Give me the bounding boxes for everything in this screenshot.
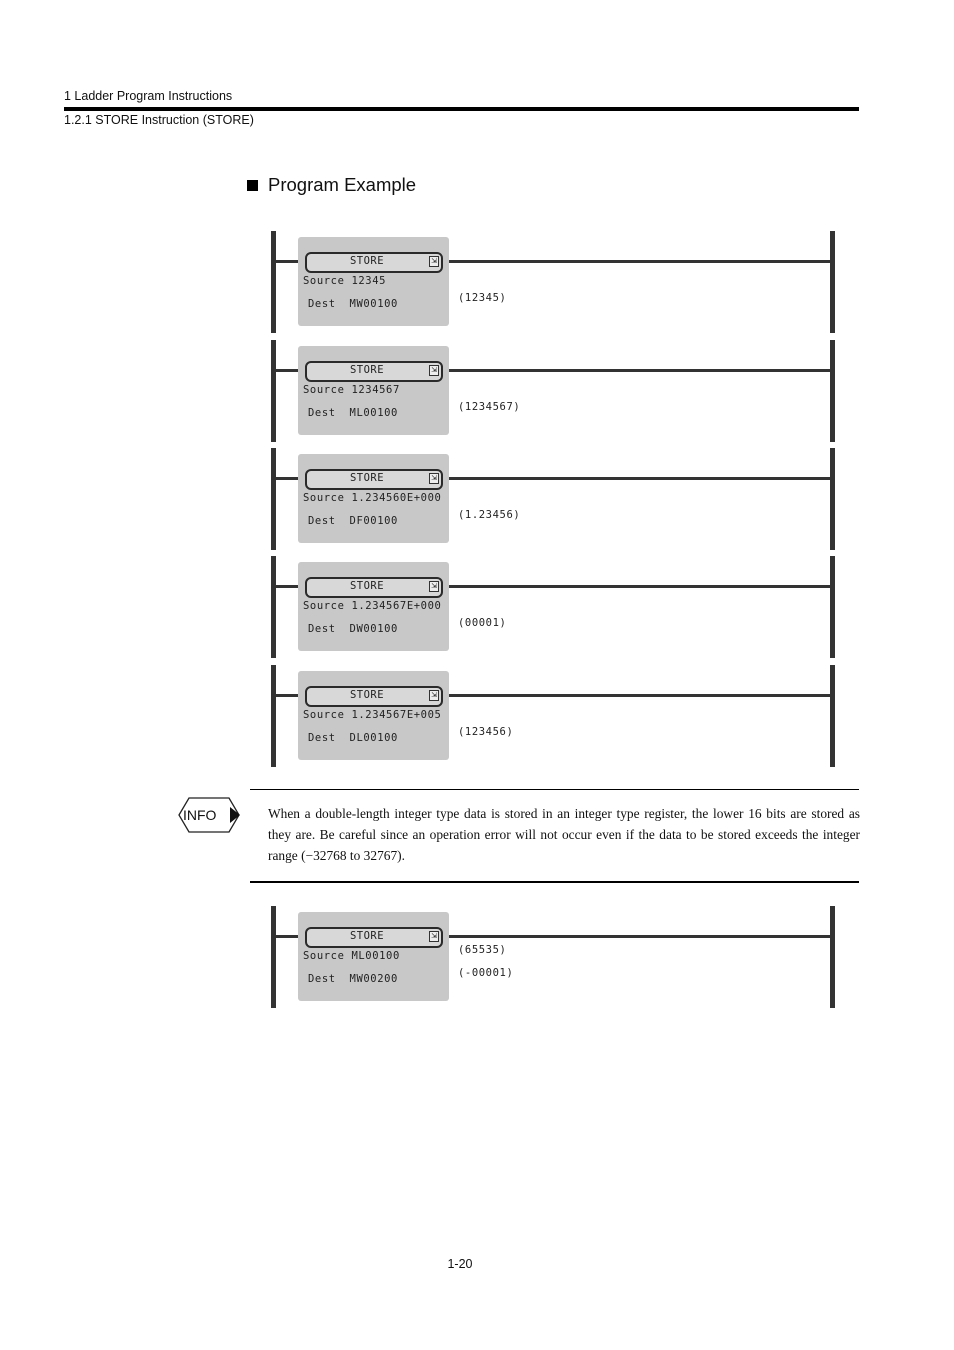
- right-power-rail: [830, 448, 835, 550]
- dest-label: Dest: [308, 732, 336, 744]
- source-operand: [303, 492, 441, 504]
- info-top-rule: [250, 789, 859, 790]
- store-label: STORE: [349, 364, 385, 376]
- store-instruction-bar[interactable]: [305, 686, 443, 707]
- square-bullet-icon: [247, 180, 258, 191]
- expand-icon[interactable]: ⇲: [429, 365, 439, 376]
- expand-icon[interactable]: ⇲: [429, 690, 439, 701]
- dest-operand: [308, 623, 398, 635]
- dest-value: DL00100: [349, 732, 398, 744]
- store-block[interactable]: [298, 912, 449, 1001]
- right-power-rail: [830, 906, 835, 1008]
- dest-label: Dest: [308, 973, 336, 985]
- dest-value: DF00100: [349, 515, 398, 527]
- result-value: (1234567): [458, 401, 521, 413]
- source-operand: [303, 950, 400, 962]
- store-instruction-bar[interactable]: [305, 252, 443, 273]
- dest-operand: [308, 298, 398, 310]
- store-instruction-bar[interactable]: [305, 469, 443, 490]
- store-label: STORE: [349, 930, 385, 942]
- dest-value: MW00100: [349, 298, 398, 310]
- dest-value: DW00100: [349, 623, 398, 635]
- store-instruction-bar[interactable]: [305, 927, 443, 948]
- section-header: 1.2.1 STORE Instruction (STORE): [64, 113, 254, 127]
- ladder-rung: [268, 556, 840, 658]
- store-instruction-bar[interactable]: [305, 361, 443, 382]
- left-power-rail: [271, 231, 276, 333]
- left-power-rail: [271, 340, 276, 442]
- result-value: (12345): [458, 292, 507, 304]
- dest-value: MW00200: [349, 973, 398, 985]
- source-operand: [303, 384, 400, 396]
- expand-icon[interactable]: ⇲: [429, 581, 439, 592]
- expand-icon[interactable]: ⇲: [429, 931, 439, 942]
- dest-label: Dest: [308, 515, 336, 527]
- source-monitor-value: (65535): [458, 944, 507, 956]
- source-operand: [303, 600, 441, 612]
- right-power-rail: [830, 231, 835, 333]
- expand-icon[interactable]: ⇲: [429, 473, 439, 484]
- store-block[interactable]: [298, 671, 449, 760]
- info-text: When a double-length integer type data is stored in an integer type register, the lower 16 bits are stored as they are. Be careful since an operation error will not occur even if the data to be stored exceeds the integer range (−32768 to 32767).: [268, 806, 860, 863]
- store-block[interactable]: [298, 454, 449, 543]
- ladder-rung: [268, 448, 840, 550]
- header-rule: [64, 107, 859, 111]
- source-value: ML00100: [351, 950, 400, 962]
- source-value: 1.234567E+000: [351, 600, 442, 612]
- left-power-rail: [271, 906, 276, 1008]
- store-label: STORE: [349, 580, 385, 592]
- dest-operand: [308, 732, 398, 744]
- dest-label: Dest: [308, 298, 336, 310]
- info-icon: [178, 797, 242, 833]
- ladder-rung-example: [268, 906, 840, 1008]
- store-label: STORE: [349, 689, 385, 701]
- source-label: Source: [303, 275, 345, 287]
- result-value: (00001): [458, 617, 507, 629]
- store-block[interactable]: [298, 562, 449, 651]
- dest-value: ML00100: [349, 407, 398, 419]
- dest-label: Dest: [308, 623, 336, 635]
- page-number: 1-20: [447, 1257, 473, 1271]
- result-value: (1.23456): [458, 509, 521, 521]
- source-operand: [303, 709, 441, 721]
- ladder-rung: [268, 340, 840, 442]
- store-block[interactable]: [298, 237, 449, 326]
- source-value: 1.234567E+005: [351, 709, 442, 721]
- section-title: [247, 174, 416, 196]
- store-label: STORE: [349, 255, 385, 267]
- store-instruction-bar[interactable]: [305, 577, 443, 598]
- right-power-rail: [830, 556, 835, 658]
- source-value: 12345: [351, 275, 387, 287]
- source-operand: [303, 275, 386, 287]
- section-title-text: Program Example: [268, 174, 417, 195]
- right-power-rail: [830, 340, 835, 442]
- ladder-rung: [268, 665, 840, 767]
- expand-icon[interactable]: ⇲: [429, 256, 439, 267]
- left-power-rail: [271, 556, 276, 658]
- dest-operand: [308, 515, 398, 527]
- source-label: Source: [303, 600, 345, 612]
- info-icon-label: INFO: [183, 807, 217, 823]
- dest-monitor-value: (-00001): [458, 967, 514, 979]
- ladder-rung: [268, 231, 840, 333]
- chapter-header: 1 Ladder Program Instructions: [64, 89, 233, 103]
- info-bottom-rule: [250, 881, 859, 883]
- store-block[interactable]: [298, 346, 449, 435]
- source-label: Source: [303, 709, 345, 721]
- source-label: Source: [303, 950, 345, 962]
- store-label: STORE: [349, 472, 385, 484]
- left-power-rail: [271, 665, 276, 767]
- source-value: 1234567: [351, 384, 400, 396]
- source-label: Source: [303, 492, 345, 504]
- dest-operand: [308, 407, 398, 419]
- dest-label: Dest: [308, 407, 336, 419]
- left-power-rail: [271, 448, 276, 550]
- right-power-rail: [830, 665, 835, 767]
- source-value: 1.234560E+000: [351, 492, 442, 504]
- dest-operand: [308, 973, 398, 985]
- result-value: (123456): [458, 726, 514, 738]
- source-label: Source: [303, 384, 345, 396]
